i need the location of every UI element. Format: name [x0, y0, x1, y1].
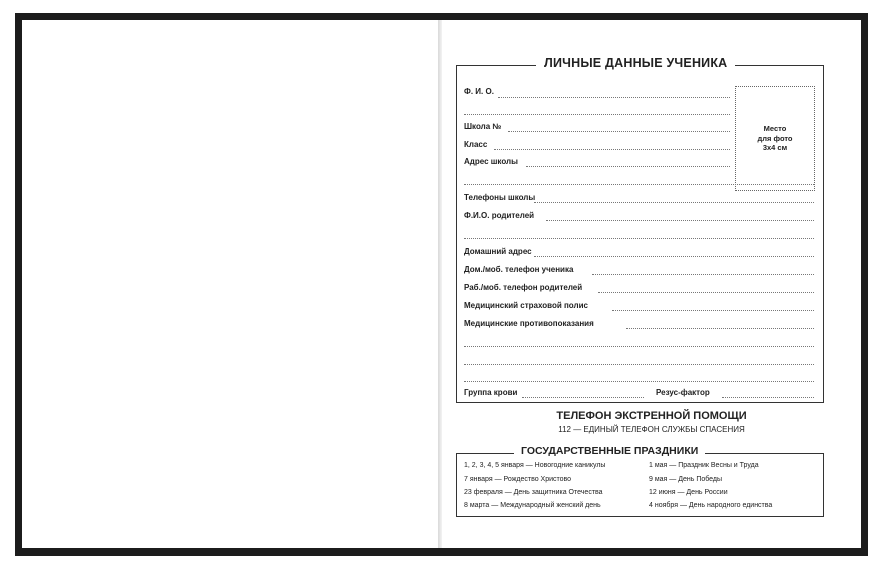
holiday-item: 1 мая — Праздник Весны и Труда [649, 462, 759, 469]
holiday-item: 1, 2, 3, 4, 5 января — Новогодние каникулы [464, 462, 606, 469]
field-label-school-address: Адрес школы [464, 157, 518, 166]
photo-label-line2: для фото [757, 133, 793, 143]
parents-fio-line[interactable] [546, 220, 814, 221]
field-label-parents-fio: Ф.И.О. родителей [464, 211, 535, 220]
fio-line[interactable] [498, 97, 730, 98]
holiday-item: 23 февраля — День защитника Отечества [464, 489, 603, 496]
photo-label-line3: 3х4 см [762, 143, 788, 153]
school-address-line-2[interactable] [464, 184, 814, 185]
school-no-line[interactable] [508, 131, 730, 132]
field-label-insurance-policy: Медицинский страховой полис [464, 301, 588, 310]
rh-factor-line[interactable] [722, 397, 814, 398]
holiday-item: 9 мая — День Победы [649, 476, 723, 483]
holidays-title: ГОСУДАРСТВЕННЫЕ ПРАЗДНИКИ [514, 445, 705, 457]
field-label-contraindications: Медицинские противопоказания [464, 319, 594, 328]
field-label-home-address: Домашний адрес [464, 247, 532, 256]
contraindications-line-2[interactable] [464, 346, 814, 347]
field-label-school-no: Школа № [464, 122, 502, 131]
school-address-line[interactable] [526, 166, 730, 167]
holiday-item: 12 июня — День России [649, 489, 728, 496]
school-phones-line[interactable] [534, 202, 814, 203]
left-blank-page [22, 20, 438, 548]
contraindications-line-3[interactable] [464, 364, 814, 365]
field-label-parents-phone: Раб./моб. телефон родителей [464, 283, 583, 292]
contraindications-line[interactable] [626, 328, 814, 329]
class-line[interactable] [494, 149, 730, 150]
field-label-school-phones: Телефоны школы [464, 193, 536, 202]
holiday-item: 4 ноября — День народного единства [649, 502, 773, 509]
parents-phone-line[interactable] [598, 292, 814, 293]
photo-label-line1: Место [763, 123, 787, 133]
field-label-fio: Ф. И. О. [464, 87, 494, 96]
emergency-title: ТЕЛЕФОН ЭКСТРЕННОЙ ПОМОЩИ [556, 410, 747, 422]
form-title: ЛИЧНЫЕ ДАННЫЕ УЧЕНИКА [536, 56, 735, 70]
holiday-item: 8 марта — Международный женский день [464, 502, 601, 509]
parents-fio-line-2[interactable] [464, 238, 814, 239]
blood-group-line[interactable] [522, 397, 644, 398]
student-phone-line[interactable] [592, 274, 814, 275]
fio-line-2[interactable] [464, 114, 730, 115]
field-label-rh-factor: Резус-фактор [656, 388, 710, 397]
emergency-subtitle: 112 — ЕДИНЫЙ ТЕЛЕФОН СЛУЖБЫ СПАСЕНИЯ [558, 425, 745, 434]
field-label-blood-group: Группа крови [464, 388, 518, 397]
field-label-student-phone: Дом./моб. телефон ученика [464, 265, 574, 274]
photo-placeholder [735, 86, 815, 191]
field-label-class: Класс [464, 140, 488, 149]
contraindications-line-4[interactable] [464, 381, 814, 382]
home-address-line[interactable] [534, 256, 814, 257]
insurance-policy-line[interactable] [612, 310, 814, 311]
holiday-item: 7 января — Рождество Христово [464, 476, 572, 483]
